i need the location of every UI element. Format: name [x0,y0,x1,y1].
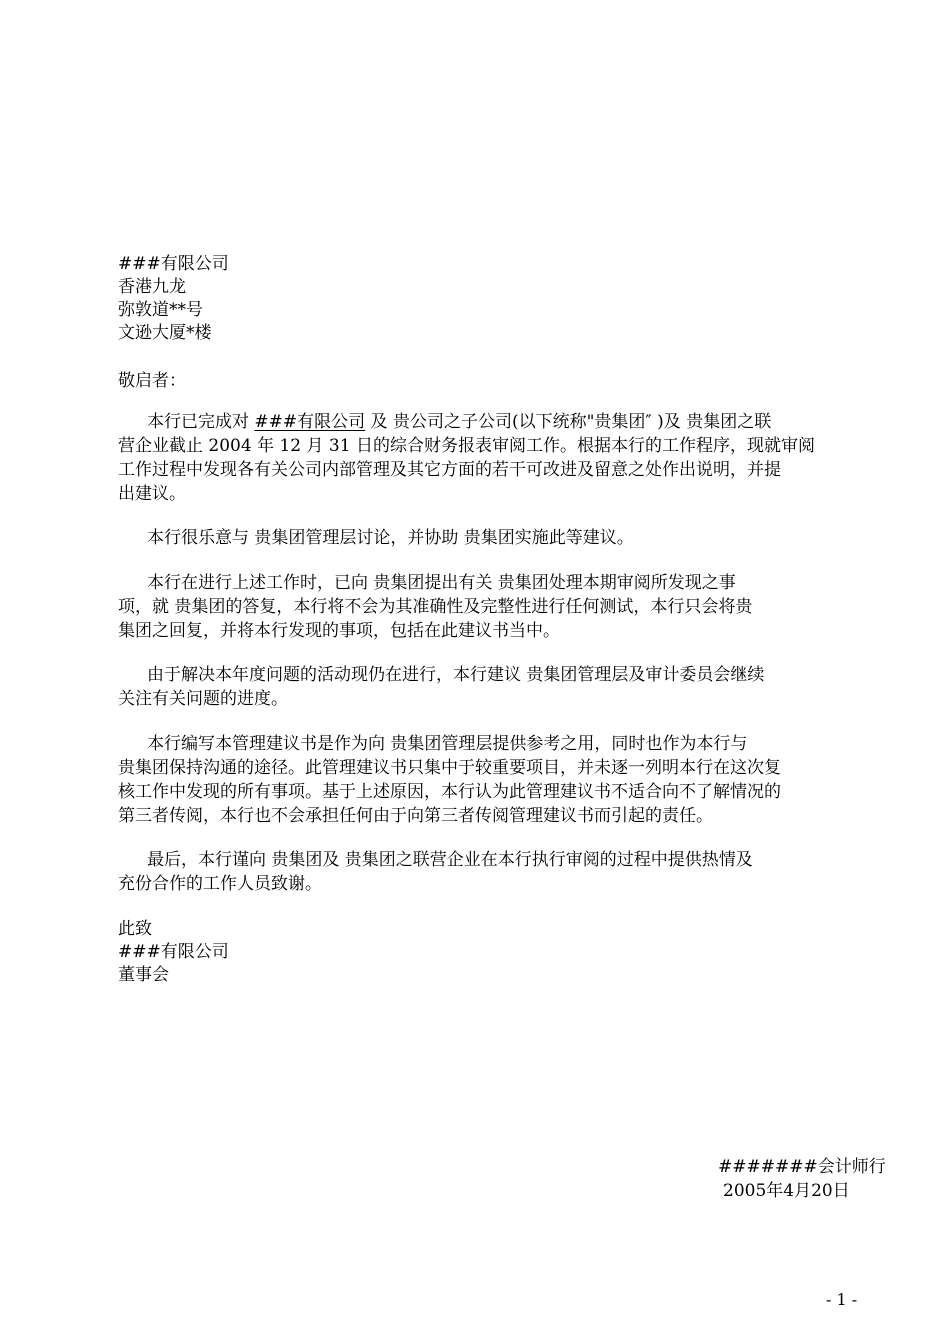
salutation: 敬启者： [118,371,186,391]
paragraph-line: 项，就 贵集团的答复，本行将不会为其准确性及完整性进行任何测试，本行只会将贵 [118,597,753,617]
recipient-address-line: 文逊大厦*楼 [118,323,212,343]
paragraph-line: 第三者传阅，本行也不会承担任何由于向第三者传阅管理建议书而引起的责任。 [118,806,713,826]
closing-board: 董事会 [118,965,169,985]
paragraph-line: 充份合作的工作人员致谢。 [118,874,322,894]
paragraph-line: 工作过程中发现各有关公司内部管理及其它方面的若干可改进及留意之处作出说明，并提 [118,460,781,480]
closing-phrase: 此致 [118,919,152,939]
paragraph-line: 最后，本行谨向 贵集团及 贵集团之联营企业在本行执行审阅的过程中提供热情及 [147,850,753,870]
recipient-address-line: 弥敦道**号 [118,300,203,320]
paragraph-line: 本行在进行上述工作时，已向 贵集团提出有关 贵集团处理本期审阅所发现之事 [147,573,736,593]
recipient-address-line: 香港九龙 [118,277,186,297]
paragraph-line: 集团之回复，并将本行发现的事项，包括在此建议书当中。 [118,621,560,641]
paragraph-line: 营企业截止 2004 年 12 月 31 日的综合财务报表审阅工作。根据本行的工作程序，现就审阅 [118,436,815,456]
signature-firm: #######会计师行 [718,1157,886,1177]
signature-date: 2005年4月20日 [723,1181,850,1201]
page-number: - 1 - [826,1290,858,1309]
paragraph-line: 贵集团保持沟通的途径。此管理建议书只集中于较重要项目，并未逐一列明本行在这次复 [118,758,781,778]
paragraph-line: 出建议。 [118,484,186,504]
paragraph-line: 核工作中发现的所有事项。基于上述原因，本行认为此管理建议书不适合向不了解情况的 [118,782,781,802]
closing-company: ###有限公司 [118,942,229,962]
company-name-underlined: ###有限公司 [254,412,366,432]
recipient-company: ###有限公司 [118,254,229,274]
paragraph-line: 本行已完成对 ###有限公司 及 贵公司之子公司(以下统称"贵集团″ )及 贵集团之联 [147,412,772,432]
paragraph-line: 本行很乐意与 贵集团管理层讨论，并协助 贵集团实施此等建议。 [147,528,634,548]
paragraph-line: 本行编写本管理建议书是作为向 贵集团管理层提供参考之用，同时也作为本行与 [147,734,748,754]
paragraph-line: 关注有关问题的进度。 [118,689,288,709]
paragraph-line: 由于解决本年度问题的活动现仍在进行，本行建议 贵集团管理层及审计委员会继续 [147,665,765,685]
